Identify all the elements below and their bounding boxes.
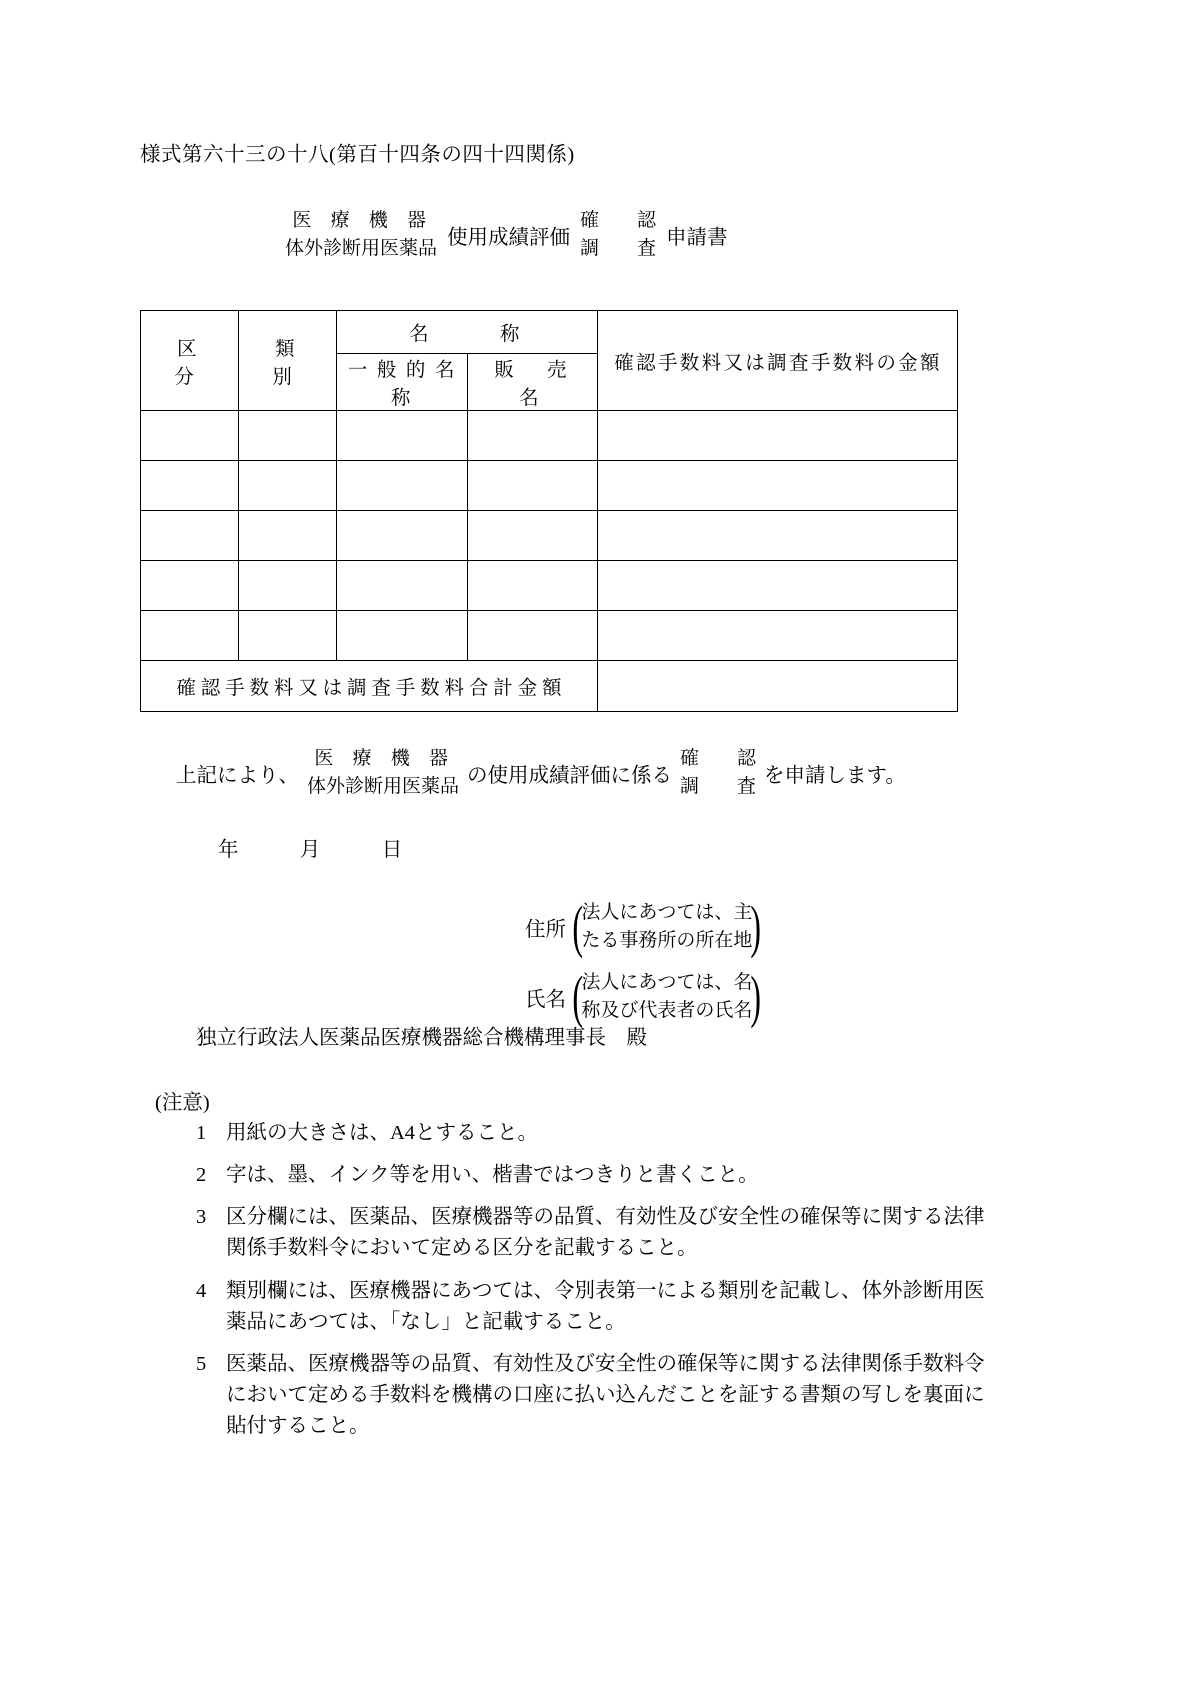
note-number: 4: [196, 1279, 207, 1302]
name-note: [581, 969, 752, 1024]
statement-target-stack: [307, 745, 459, 800]
cell-kingaku[interactable]: [598, 511, 958, 561]
cell-kubun[interactable]: [141, 561, 239, 611]
total-label: 確 認 手 数 料 又 は 調 査 手 数 料 合 計 金 額: [141, 661, 598, 712]
title-target-stack: [285, 207, 437, 262]
note-number: 2: [196, 1164, 207, 1187]
application-statement: [168, 745, 914, 800]
title-action-stack: [580, 207, 656, 262]
cell-ippanteki-meisho[interactable]: [337, 511, 468, 561]
cell-ruibetsu[interactable]: [239, 511, 337, 561]
table-row[interactable]: [141, 611, 958, 661]
address-note-line1: 法人にあつては、主: [581, 902, 753, 924]
address-label: 住所: [525, 919, 566, 941]
cell-kubun[interactable]: [141, 511, 239, 561]
document-title: [285, 207, 738, 262]
note-item: [196, 1118, 986, 1149]
paren-left-icon: (: [572, 964, 583, 1029]
table-row[interactable]: [141, 461, 958, 511]
cell-ippanteki-meisho[interactable]: [337, 411, 468, 461]
header-ruibetsu: 類 別: [239, 311, 337, 411]
statement-target-line1: 医 療 機 器: [314, 748, 456, 769]
note-text: 字は、墨、インク等を用い、楷書ではつきりと書くこと。: [226, 1164, 759, 1187]
header-ippanteki-meisho: 一 般 的 名 称: [337, 354, 468, 411]
note-text: 医薬品、医療機器等の品質、有効性及び安全性の確保等に関する法律関係手数料令において定める手数料を機構の口座に払い込んだことを証する書類の写しを裏面に貼付すること。: [226, 1352, 985, 1438]
note-item: [196, 1349, 986, 1442]
table-row[interactable]: [141, 411, 958, 461]
title-middle: 使用成績評価: [447, 226, 571, 249]
cell-hanbaimei[interactable]: [467, 461, 598, 511]
application-table: [140, 310, 958, 712]
title-action-line1: 確 認: [580, 210, 657, 231]
statement-suffix: を申請します。: [764, 764, 906, 787]
note-item: [196, 1276, 986, 1338]
header-meisho: 名 称: [337, 311, 598, 354]
cell-ruibetsu[interactable]: [239, 461, 337, 511]
header-hanbaimei: 販 売 名: [467, 354, 598, 411]
name-row: [525, 964, 766, 1029]
cell-kingaku[interactable]: [598, 411, 958, 461]
cell-ippanteki-meisho[interactable]: [337, 461, 468, 511]
date-day-label: 日: [381, 839, 404, 861]
note-text: 用紙の大きさは、A4とすること。: [226, 1122, 539, 1144]
address-note: [581, 899, 752, 954]
title-target-line1: 医 療 機 器: [292, 210, 434, 231]
cell-hanbaimei[interactable]: [467, 411, 598, 461]
cell-kubun[interactable]: [141, 461, 239, 511]
note-number: 3: [196, 1206, 207, 1229]
cell-ruibetsu[interactable]: [239, 411, 337, 461]
table-row[interactable]: [141, 511, 958, 561]
title-action-line2: 調 査: [580, 237, 657, 259]
total-value[interactable]: [598, 661, 958, 712]
cell-kingaku[interactable]: [598, 461, 958, 511]
date-line[interactable]: [218, 832, 403, 862]
cell-ippanteki-meisho[interactable]: [337, 561, 468, 611]
applicant-block: [525, 894, 766, 1038]
address-row: [525, 894, 766, 959]
name-note-line2: 称及び代表者の氏名: [581, 1000, 753, 1021]
name-label: 氏名: [525, 989, 566, 1011]
cell-kubun[interactable]: [141, 611, 239, 661]
cell-hanbaimei[interactable]: [467, 561, 598, 611]
cell-kingaku[interactable]: [598, 611, 958, 661]
name-note-line1: 法人にあつては、名: [581, 972, 753, 994]
header-kubun: 区 分: [141, 311, 239, 411]
paren-left-icon: (: [572, 894, 583, 959]
note-number: 5: [196, 1352, 207, 1375]
statement-target-line2: 体外診断用医薬品: [307, 775, 460, 797]
note-text: 類別欄には、医療機器にあつては、令別表第一による類別を記載し、体外診断用医薬品にあつては、「なし」と記載すること。: [226, 1279, 985, 1333]
cell-kubun[interactable]: [141, 411, 239, 461]
paren-right-icon: ): [750, 894, 762, 959]
statement-prefix: 上記により、: [176, 764, 299, 787]
date-year-label: 年: [218, 839, 240, 861]
cell-ippanteki-meisho[interactable]: [337, 611, 468, 661]
cell-hanbaimei[interactable]: [467, 511, 598, 561]
notes-list: [196, 1118, 986, 1453]
statement-middle: の使用成績評価に係る: [467, 764, 673, 787]
cell-ruibetsu[interactable]: [239, 611, 337, 661]
header-kingaku: 確認手数料又は調査手数料の金額: [598, 311, 958, 411]
addressee: 独立行政法人医薬品医療機器総合機構理事長 殿: [196, 1027, 647, 1049]
cell-hanbaimei[interactable]: [467, 611, 598, 661]
note-number: 1: [196, 1122, 207, 1144]
form-number: 様式第六十三の十八(第百十四条の四十四関係): [140, 144, 575, 166]
title-suffix: 申請書: [666, 226, 728, 249]
address-note-line2: たる事務所の所在地: [581, 930, 753, 951]
notes-title: (注意): [155, 1092, 210, 1114]
statement-action-line1: 確 認: [680, 748, 757, 769]
date-month-label: 月: [299, 839, 322, 861]
note-text: 区分欄には、医薬品、医療機器等の品質、有効性及び安全性の確保等に関する法律関係手数料令において定める区分を記載すること。: [226, 1206, 985, 1260]
statement-action-line2: 調 査: [680, 775, 757, 797]
cell-ruibetsu[interactable]: [239, 561, 337, 611]
table-header-row-1: [141, 311, 958, 354]
table-row[interactable]: [141, 561, 958, 611]
note-item: [196, 1160, 986, 1191]
table-total-row: [141, 661, 958, 712]
title-target-line2: 体外診断用医薬品: [285, 237, 438, 259]
cell-kingaku[interactable]: [598, 561, 958, 611]
statement-action-stack: [680, 745, 756, 800]
paren-right-icon: ): [750, 964, 762, 1029]
note-item: [196, 1202, 986, 1264]
